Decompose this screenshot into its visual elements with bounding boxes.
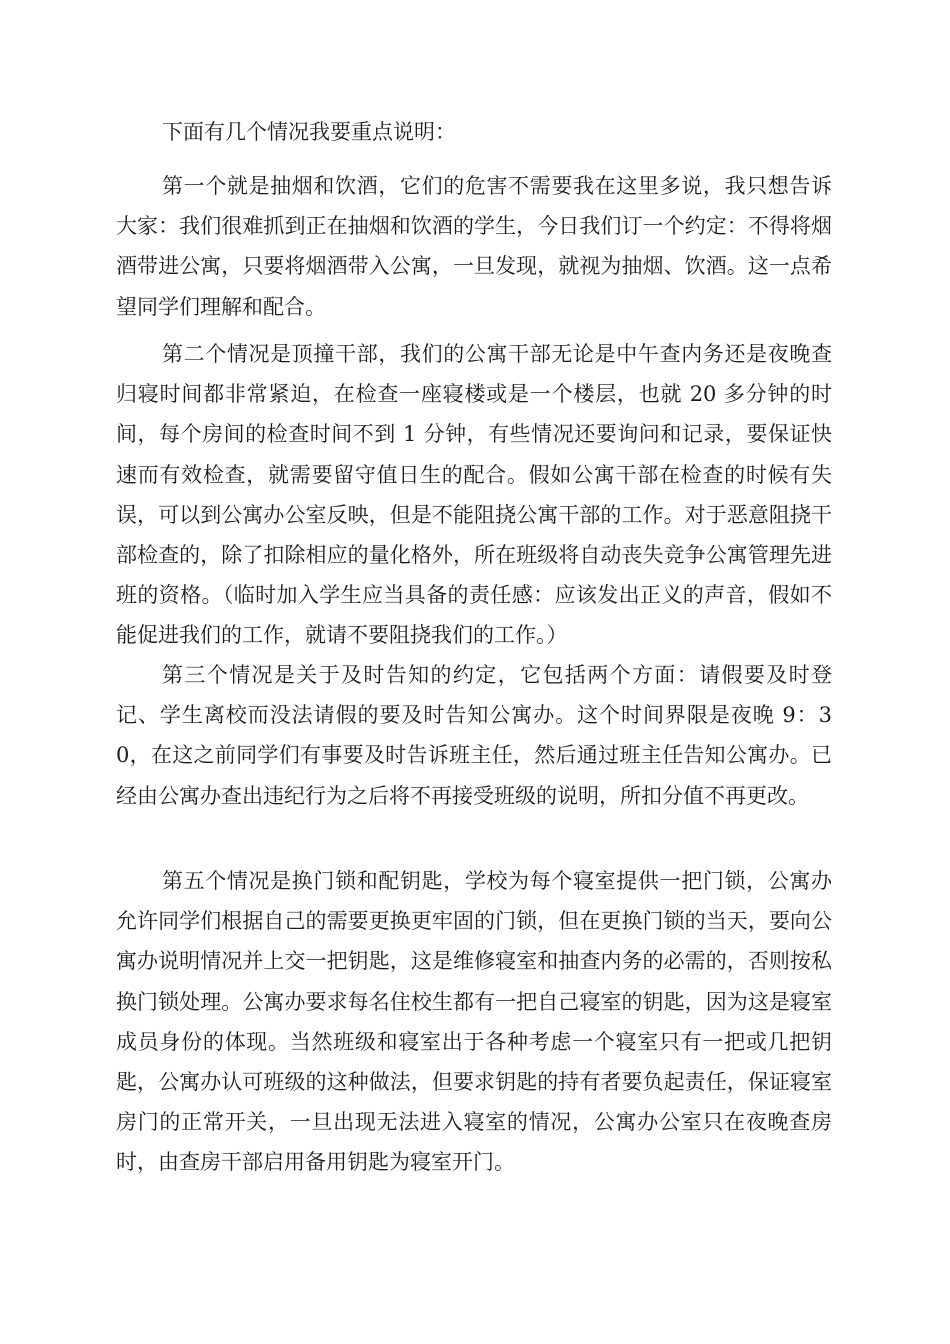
paragraph-smoking-drinking: 第一个就是抽烟和饮酒，它们的危害不需要我在这里多说，我只想告诉大家：我们很难抓到正在抽烟和饮酒的学生，今日我们订一个约定：不得将烟酒带进公寓，只要将烟酒带入公寓，一旦发现，就视为抽烟、饮酒。这一点希望同学们理解和配合。 xyxy=(116,174,832,319)
paragraph-intro: 下面有几个情况我要重点说明： xyxy=(162,120,456,144)
paragraph-locks-keys: 第五个情况是换门锁和配钥匙，学校为每个寝室提供一把门锁，公寓办允许同学们根据自己的需要更换更牢固的门锁，但在更换门锁的当天，要向公寓办说明情况并上交一把钥匙，这是维修寝室和抽查内务的必需的，否则按私换门锁处理。公寓办要求每名住校生都有一把自己寝室的钥匙，因为这是寝室成员身份的体现。当然班级和寝室出于各种考虑一个寝室只有一把或几把钥匙，公寓办认可班级的这种做法，但要求钥匙的持有者要负起责任，保证寝室房门的正常开关，一旦出现无法进入寝室的情况，公寓办公室只在夜晚查房时，由查房干部启用备用钥匙为寝室开门。 xyxy=(116,869,832,1175)
paragraph-confronting-staff: 第二个情况是顶撞干部，我们的公寓干部无论是中午查内务还是夜晚查归寝时间都非常紧迫，在检查一座寝楼或是一个楼层，也就 20 多分钟的时间，每个房间的检查时间不到 1 分钟，有些情况还要询问和记录，要保证快速而有效检查，就需要留守值日生的配合。假如公寓干部在检查的时候有失误，可以到公寓办公室反映，但是不能阻挠公寓干部的工作。对于恶意阻挠干部检查的，除了扣除相应的量化格外，所在班级将自动丧失竞争公寓管理先进班的资格。（临时加入学生应当具备的责任感：应该发出正义的声音，假如不能促进我们的工作，就请不要阻挠我们的工作。） xyxy=(116,342,832,648)
paragraph-timely-notice: 第三个情况是关于及时告知的约定，它包括两个方面：请假要及时登记、学生离校而没法请假的要及时告知公寓办。这个时间界限是夜晚 9：30，在这之前同学们有事要及时告诉班主任，然后通过班主任告知公寓办。已经由公寓办查出违纪行为之后将不再接受班级的说明，所扣分值不再更改。 xyxy=(116,663,832,808)
